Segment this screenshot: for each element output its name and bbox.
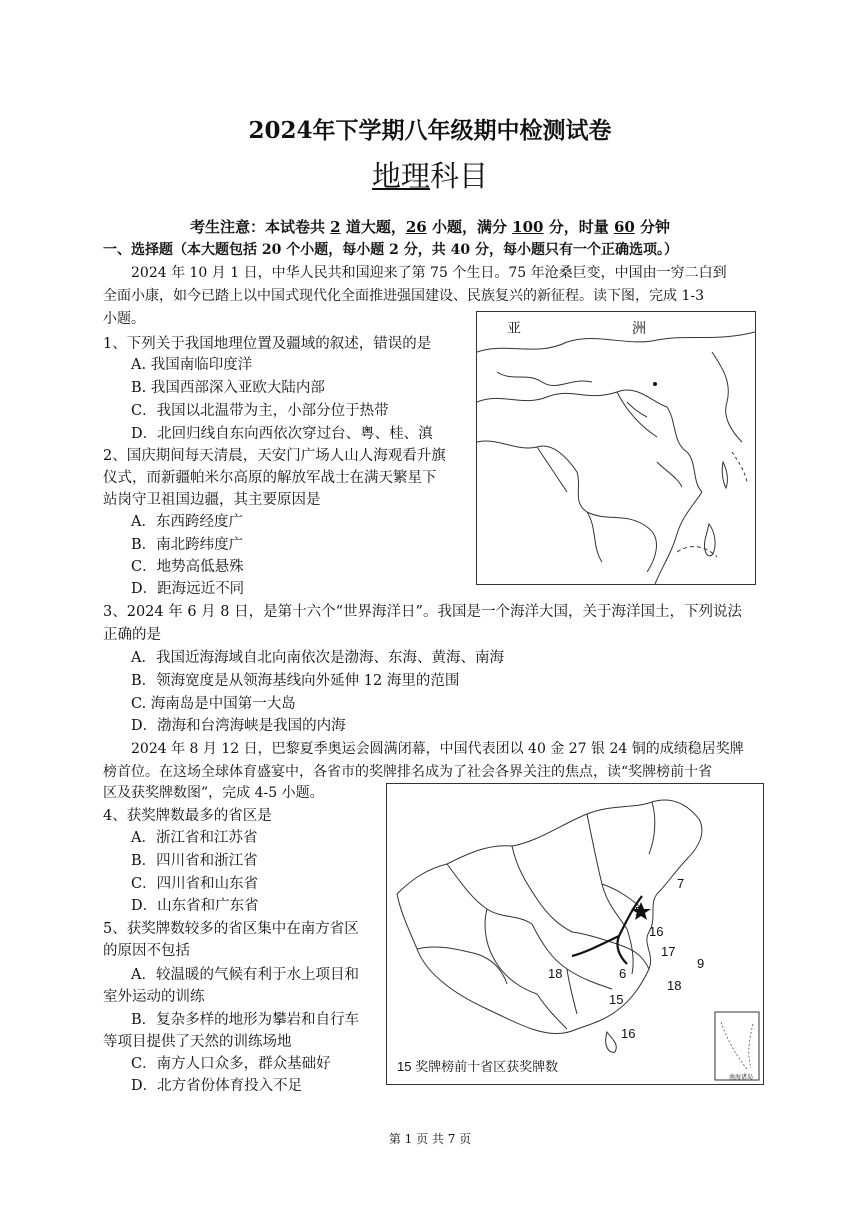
notice-full-score: 100 — [512, 218, 544, 236]
option: B．领海宽度是从领海基线向外延伸 12 海里的范围 — [131, 673, 460, 689]
option: C．我国以北温带为主，小部分位于热带 — [131, 403, 389, 419]
option: C．南方人口众多，群众基础好 — [131, 1056, 331, 1072]
option: B. 我国西部深入亚欧大陆内部 — [131, 380, 325, 396]
notice-num-questions: 26 — [405, 218, 427, 236]
map-number: 16 — [649, 924, 664, 939]
question-stem: 1、下列关于我国地理位置及疆域的叙述，错误的是 — [103, 336, 432, 352]
inset-label: 南海诸岛 — [729, 1075, 754, 1081]
option: D．北回归线自东向西依次穿过台、粤、桂、滇 — [131, 426, 433, 442]
map-number: 5 — [635, 904, 643, 919]
map-number: 18 — [548, 966, 563, 981]
option: C．四川省和山东省 — [131, 876, 259, 892]
option: A．较温暖的气候有利于水上项目和 — [131, 967, 359, 983]
notice-time: 60 — [613, 218, 635, 236]
option: A．我国近海海域自北向南依次是渤海、东海、黄海、南海 — [131, 650, 504, 666]
option: B．四川省和浙江省 — [131, 853, 258, 869]
option: D．距海远近不同 — [131, 581, 245, 597]
map-number: 16 — [621, 1026, 636, 1041]
subject-title — [0, 154, 860, 195]
option: B．复杂多样的地形为攀岩和自行车 — [131, 1012, 360, 1028]
passage-line: 2024 年 8 月 12 日，巴黎夏季奥运会圆满闭幕，中国代表团以 40 金 27 银 24 铜的成绩稳居奖牌 — [131, 741, 744, 757]
asia-map — [476, 311, 756, 585]
passage-line: 小题。 — [103, 311, 145, 327]
question-stem: 5、获奖牌数较多的省区集中在南方省区 — [103, 921, 359, 937]
question-stem: 仪式，而新疆帕米尔高原的解放军战士在满天繁星下 — [103, 470, 437, 486]
page-number: 第 1 页 共 7 页 — [388, 1132, 472, 1146]
option: A. 我国南临印度洋 — [131, 357, 253, 373]
question-stem: 站岗守卫祖国边疆，其主要原因是 — [103, 492, 321, 508]
notice-text: 分钟 — [634, 218, 671, 236]
map-number: 17 — [661, 944, 676, 959]
map-label: 亚 — [507, 321, 521, 337]
exam-notice — [0, 216, 860, 237]
passage-line: 区及获奖牌数图”，完成 4-5 小题。 — [103, 785, 324, 801]
map-number: 6 — [619, 966, 627, 981]
passage-line: 2024 年 10 月 1 日，中华人民共和国迎来了第 75 个生日。75 年沧桑巨变，中国由一穷二白到 — [131, 265, 727, 281]
question-stem: 的原因不包括 — [103, 943, 190, 959]
map-label: 洲 — [632, 321, 646, 337]
china-medal-map — [386, 783, 764, 1085]
question-stem: 2、国庆期间每天清晨，天安门广场人山人海观看升旗 — [103, 448, 446, 464]
option: A．浙江省和江苏省 — [131, 830, 258, 846]
notice-text: 考生注意：本试卷共 — [189, 218, 331, 236]
question-stem: 4、获奖牌数最多的省区是 — [103, 808, 272, 824]
option: D．渤海和台湾海峡是我国的内海 — [131, 718, 346, 734]
notice-text: 分，时量 — [543, 218, 614, 236]
notice-text: 道大题， — [340, 218, 406, 236]
question-stem: 正确的是 — [103, 627, 161, 643]
map-number: 18 — [667, 978, 682, 993]
option: D．山东省和广东省 — [131, 898, 259, 914]
map-number: 15 — [609, 992, 624, 1007]
china-map-graphic — [387, 784, 763, 1084]
option: B．南北跨纬度广 — [131, 537, 244, 553]
map-caption: 15 奖牌榜前十省区获奖牌数 — [397, 1059, 559, 1074]
map-number: 9 — [697, 956, 705, 971]
option: C．地势高低悬殊 — [131, 559, 244, 575]
asia-map-graphic — [477, 312, 755, 584]
notice-num-sections: 2 — [330, 218, 341, 236]
subject-suffix: 科目 — [430, 159, 489, 193]
notice-text: 小题，满分 — [426, 218, 513, 236]
option: A．东西跨经度广 — [131, 514, 243, 530]
question-stem: 3、2024 年 6 月 8 日，是第十六个“世界海洋日”。我国是一个海洋大国，关于海洋国土，下列说法 — [103, 604, 742, 620]
passage-line: 全面小康，如今已踏上以中国式现代化全面推进强国建设、民族复兴的新征程。读下图，完成 1-3 — [103, 288, 704, 304]
passage-line: 榜首位。在这场全球体育盛宴中，各省市的奖牌排名成为了社会各界关注的焦点，读“奖牌榜前十省 — [103, 764, 713, 780]
option-continued: 室外运动的训练 — [103, 989, 205, 1005]
map-number: 7 — [677, 876, 685, 891]
option-continued: 等项目提供了天然的训练场地 — [103, 1034, 292, 1050]
option: D．北方省份体育投入不足 — [131, 1078, 303, 1094]
exam-title: 2024年下学期八年级期中检测试卷 — [248, 117, 612, 144]
subject-prefix: 地理 — [371, 159, 430, 193]
section-heading: 一、选择题（本大题包括 20 个小题，每小题 2 分，共 40 分，每小题只有一个正确选项。） — [103, 242, 678, 258]
option: C. 海南岛是中国第一大岛 — [131, 696, 296, 712]
